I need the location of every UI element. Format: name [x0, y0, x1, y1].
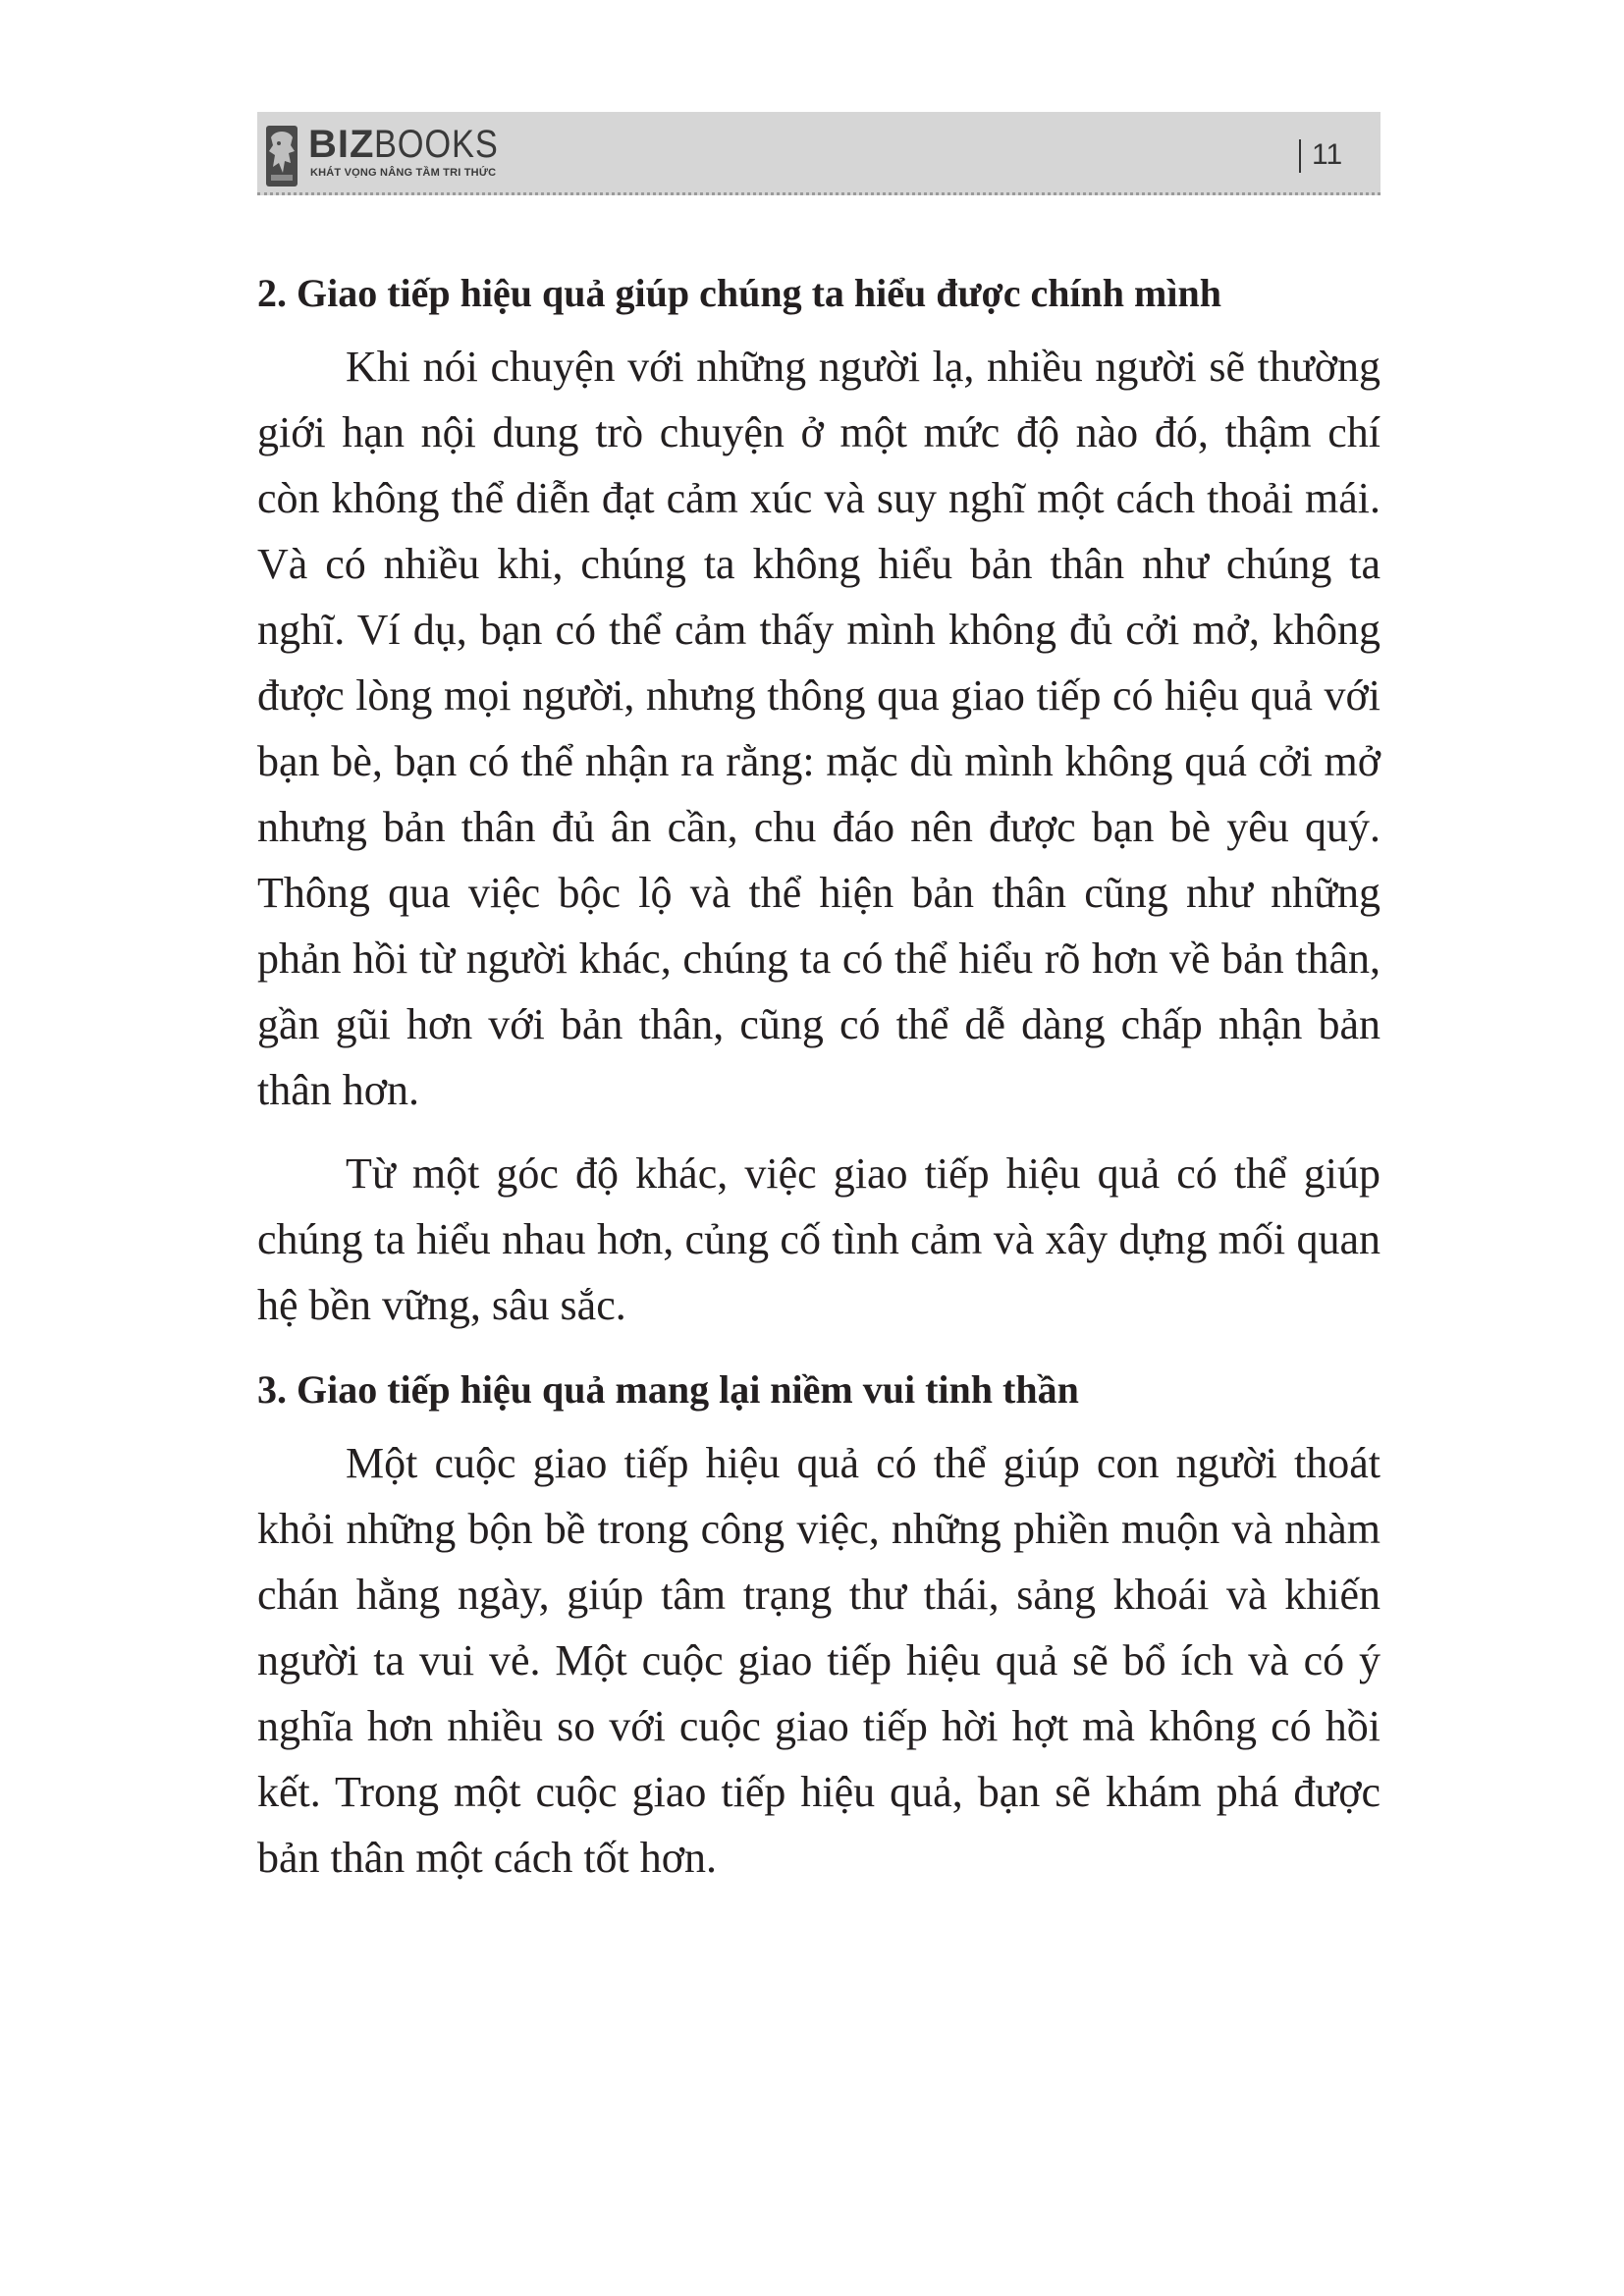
page-number-divider — [1299, 139, 1301, 173]
page-header — [257, 112, 1380, 195]
brand-logo-text — [308, 124, 519, 165]
brand-books: BOOKS — [374, 123, 500, 166]
section-2-paragraph-1: Khi nói chuyện với những người lạ, nhiều người sẽ thường giới hạn nội dung trò chuyện ở một mức độ nào đó, thậm chí còn không thể diễn đạt cảm xúc và suy nghĩ một cách thoải mái. Và có nhiều khi, chúng ta không hiểu bản thân như chúng ta nghĩ. Ví dụ, bạn có thể cảm thấy mình không đủ cởi mở, không được lòng mọi người, nhưng thông qua giao tiếp có hiệu quả với bạn bè, bạn có thể nhận ra rằng: mặc dù mình không quá cởi mở nhưng bản thân đủ ân cần, chu đáo nên được bạn bè yêu quý. Thông qua việc bộc lộ và thể hiện bản thân cũng như những phản hồi từ người khác, chúng ta có thể hiểu rõ hơn về bản thân, gần gũi hơn với bản thân, cũng có thể dễ dàng chấp nhận bản thân hơn. — [257, 343, 1380, 1114]
lion-head-icon — [265, 124, 298, 188]
page-content — [257, 263, 1380, 1891]
section-2-heading: 2. Giao tiếp hiệu quả giúp chúng ta hiểu được chính mình — [257, 271, 1221, 315]
page-number: 11 — [1312, 138, 1343, 171]
section-3-paragraph-1: Một cuộc giao tiếp hiệu quả có thể giúp con người thoát khỏi những bộn bề trong công việc, những phiền muộn và nhàm chán hằng ngày, giúp tâm trạng thư thái, sảng khoái và khiến người ta vui vẻ. Một cuộc giao tiếp hiệu quả sẽ bổ ích và có ý nghĩa hơn nhiều so với cuộc giao tiếp hời hợt mà không có hồi kết. Trong một cuộc giao tiếp hiệu quả, bạn sẽ khám phá được bản thân một cách tốt hơn. — [257, 1439, 1380, 1882]
section-2-paragraph-2: Từ một góc độ khác, việc giao tiếp hiệu quả có thể giúp chúng ta hiểu nhau hơn, củng cố tình cảm và xây dựng mối quan hệ bền vững, sâu sắc. — [257, 1149, 1380, 1329]
brand-biz: BIZ — [308, 123, 375, 166]
section-3-heading: 3. Giao tiếp hiệu quả mang lại niềm vui tinh thần — [257, 1367, 1079, 1412]
brand-tagline: KHÁT VỌNG NÂNG TẦM TRI THỨC — [310, 167, 497, 179]
